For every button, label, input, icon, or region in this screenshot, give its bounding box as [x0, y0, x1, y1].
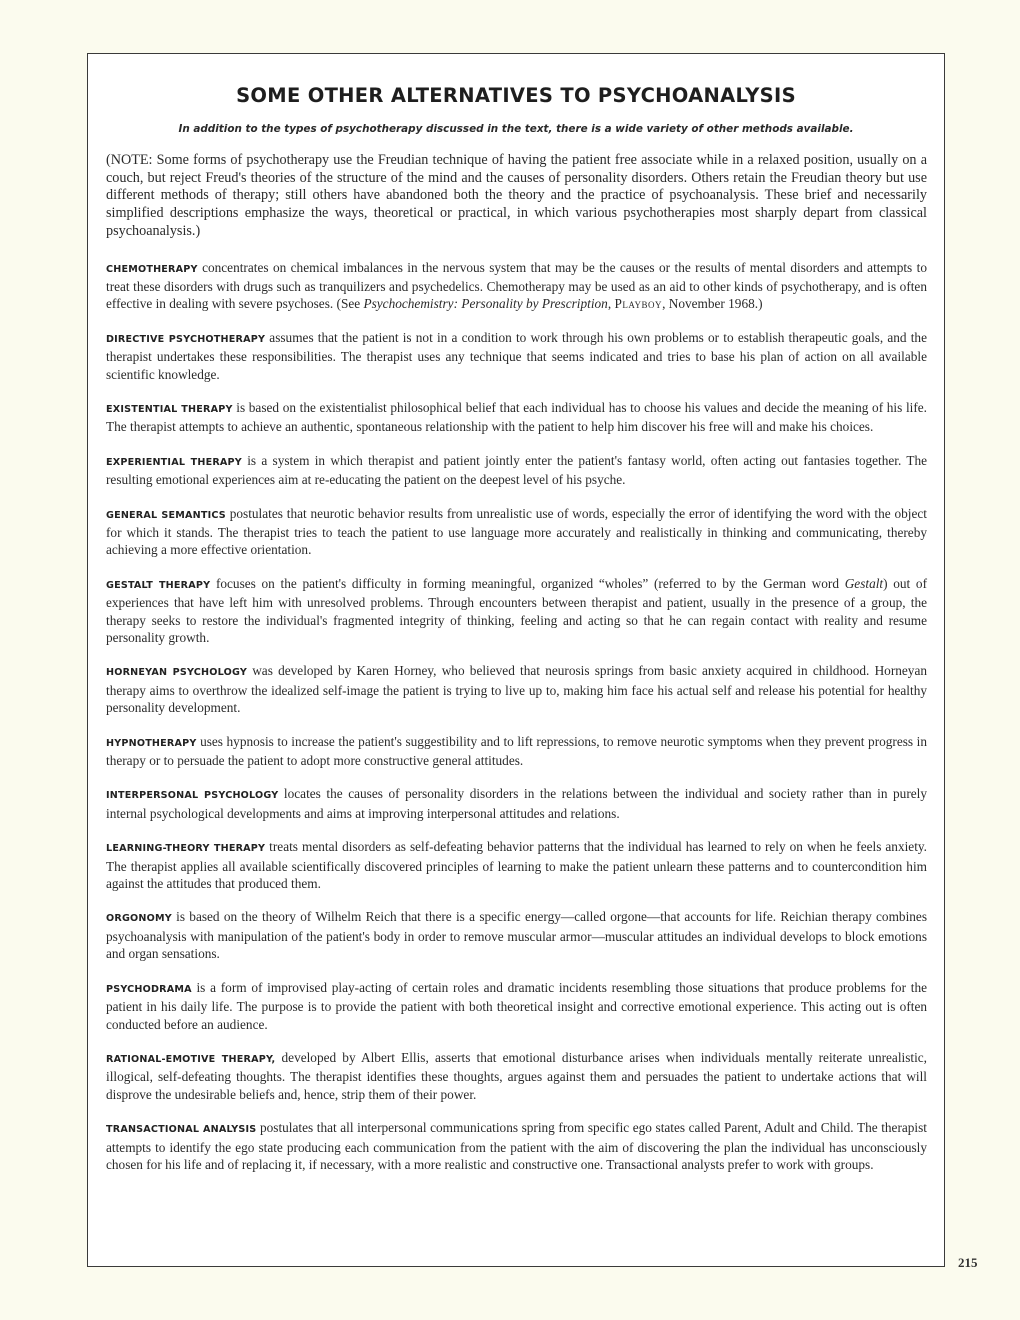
- entry-term: INTERPERSONAL PSYCHOLOGY: [106, 790, 279, 802]
- entry-text: treats mental disorders as self-defeating behavior patterns that the individual has learned to rely on when he feels anxiety. The therapist applies all available scientifically discovered principles of learning to make the patient unlearn these patterns and to countercondition him against the attitudes that produced them.: [106, 839, 927, 892]
- entry-experiential-therapy: [106, 452, 927, 489]
- entry-rational-emotive-therapy: [106, 1049, 927, 1103]
- entry-hypnotherapy: [106, 733, 927, 770]
- entry-term: LEARNING-THEORY THERAPY: [106, 843, 266, 855]
- entry-text: postulates that all interpersonal communications spring from specific ego states called Parent, Adult and Child. The therapist attempts to identify the ego state producing each communication from the patient with the aim of discovering the plan the individual has unconsciously chosen for his life and of replacing it, if necessary, with a more realistic and constructive one. Transactional analysts prefer to work with groups.: [106, 1120, 927, 1172]
- entry-text: is a form of improvised play-acting of certain roles and dramatic incidents resembling those situations that produce problems for the patient in his daily life. The purpose is to provide the patient with both theoretical insight and corrective emotional experience. This acting out is often conducted before an audience.: [106, 979, 927, 1032]
- entry-text: concentrates on chemical imbalances in the nervous system that may be the causes or the results of mental disorders and attempts to treat these disorders with drugs such as tranquilizers and psychedelics. Chemotherapy may be used as an aid to other kinds of psychotherapy, and is often effective in dealing with severe psychoses. (See: [106, 259, 927, 312]
- entry-text: locates the causes of personality disorders in the relations between the individual and society rather than in purely internal psychological developments and aims at improving interpersonal attitudes and relations.: [106, 786, 928, 821]
- reference-separator: ,: [607, 296, 615, 312]
- entry-text-end: ) out of experiences that have left him with unresolved problems. Through encounters between therapist and patient, usually in the presence of a group, the therapy seeks to restore the individual's fragmented integrity of thinking, feeling and acting so that he can regain contact with reality and resume personality growth.: [106, 575, 928, 646]
- entry-directive-psychotherapy: [106, 329, 927, 383]
- subtitle: In addition to the types of psychotherapy discussed in the text, there is a wide variety of other methods available.: [178, 123, 854, 135]
- entry-term: HYPNOTHERAPY: [106, 737, 197, 749]
- entry-term: EXPERIENTIAL THERAPY: [106, 456, 242, 468]
- entry-general-semantics: [106, 505, 927, 559]
- entry-orgonomy: [106, 908, 927, 962]
- entry-term: EXISTENTIAL THERAPY: [106, 403, 233, 415]
- entry-horneyan-psychology: [106, 662, 927, 716]
- entry-term: GENERAL SEMANTICS: [106, 509, 226, 521]
- gestalt-word: Gestalt: [844, 575, 884, 591]
- entry-text: is based on the theory of Wilhelm Reich that there is a specific energy—called orgone—that accounts for life. Reichian therapy combines psychoanalysis with manipulation of the patient's body in order to remove muscular armor—muscular attitudes an individual develops to block emotions and organ sensations.: [106, 909, 927, 962]
- entry-existential-therapy: [106, 399, 927, 436]
- entry-learning-theory-therapy: [106, 838, 927, 892]
- article-reference: Psychochemistry: Personality by Prescription: [363, 296, 608, 312]
- article-box: [87, 53, 945, 1267]
- entry-term: HORNEYAN PSYCHOLOGY: [106, 667, 247, 679]
- entry-term: PSYCHODRAMA: [106, 983, 192, 995]
- entry-chemotherapy: [106, 259, 927, 313]
- entry-text: is a system in which therapist and patient jointly enter the patient's fantasy world, often acting out fantasies together. The resulting emotional experiences aim at re-educating the patient on the deepest level of his psyche.: [106, 452, 927, 488]
- intro-note: (NOTE: Some forms of psychotherapy use the Freudian technique of having the patient free associate while in a relaxed position, usually on a couch, but reject Freud's theories of the structure of the mind and the causes of personality disorders. Others retain the Freudian theory but use different methods of therapy; still others have abandoned both the theory and the practice of psychoanalysis. These brief and necessarily simplified descriptions emphasize the ways, theoretical or practical, in which various psychotherapies most sharply depart from classical psychoanalysis.): [106, 152, 927, 239]
- article-body: [106, 152, 927, 1189]
- entry-transactional-analysis: [106, 1119, 927, 1173]
- entry-term: RATIONAL-EMOTIVE THERAPY,: [106, 1053, 276, 1065]
- entry-text: assumes that the patient is not in a condition to work through his own problems or to establish therapeutic goals, and the therapist undertakes these responsibilities. The therapist uses any technique that seems indicated and tries to base his plan of action on all available scientific knowledge.: [106, 329, 927, 382]
- page-number: 215: [958, 1255, 978, 1270]
- entry-term: TRANSACTIONAL ANALYSIS: [106, 1124, 257, 1136]
- entry-text: is based on the existentialist philosophical belief that each individual has to choose his values and decide the meaning of his life. The therapist attempts to achieve an authentic, spontaneous relationship with the patient to help him discover his free will and make his choices.: [106, 399, 927, 435]
- page-title: SOME OTHER ALTERNATIVES TO PSYCHOANALYSIS: [236, 84, 796, 107]
- entry-term: GESTALT THERAPY: [106, 579, 211, 591]
- entry-term: CHEMOTHERAPY: [106, 263, 198, 275]
- entry-text: was developed by Karen Horney, who believed that neurosis springs from basic anxiety acquired in childhood. Horneyan therapy aims to overthrow the idealized self-image the patient is trying to live up to, making him face his actual self and release his potential for healthy personality development.: [106, 663, 927, 716]
- entry-text: developed by Albert Ellis, asserts that emotional disturbance arises when individuals mentally reiterate unrealistic, illogical, self-defeating thoughts. The therapist identifies these thoughts, argues against them and persuades the patient to undertake actions that will disprove the undesirable beliefs and, hence, strip them of their power.: [106, 1049, 928, 1102]
- entry-psychodrama: [106, 979, 927, 1033]
- entry-text: postulates that neurotic behavior results from unrealistic use of words, especially the error of identifying the word with the object for which it stands. The therapist tries to teach the patient to use language more accurately and realistically in thinking and communicating, thereby achieving a more effective orientation.: [106, 505, 928, 558]
- entry-gestalt-therapy: [106, 575, 927, 647]
- entry-text: uses hypnosis to increase the patient's suggestibility and to lift repressions, to remove neurotic symptoms when they prevent progress in therapy or to persuade the patient to adopt more constructive general attitudes.: [106, 733, 927, 769]
- entry-text: focuses on the patient's difficulty in forming meaningful, organized “wholes” (referred to by the German word: [210, 575, 845, 591]
- magazine-name: Playboy: [614, 296, 663, 312]
- entry-interpersonal-psychology: [106, 785, 927, 822]
- entry-text-end: , November 1968.): [662, 296, 763, 312]
- entry-term: ORGONOMY: [106, 913, 172, 925]
- entry-term: DIRECTIVE PSYCHOTHERAPY: [106, 333, 266, 345]
